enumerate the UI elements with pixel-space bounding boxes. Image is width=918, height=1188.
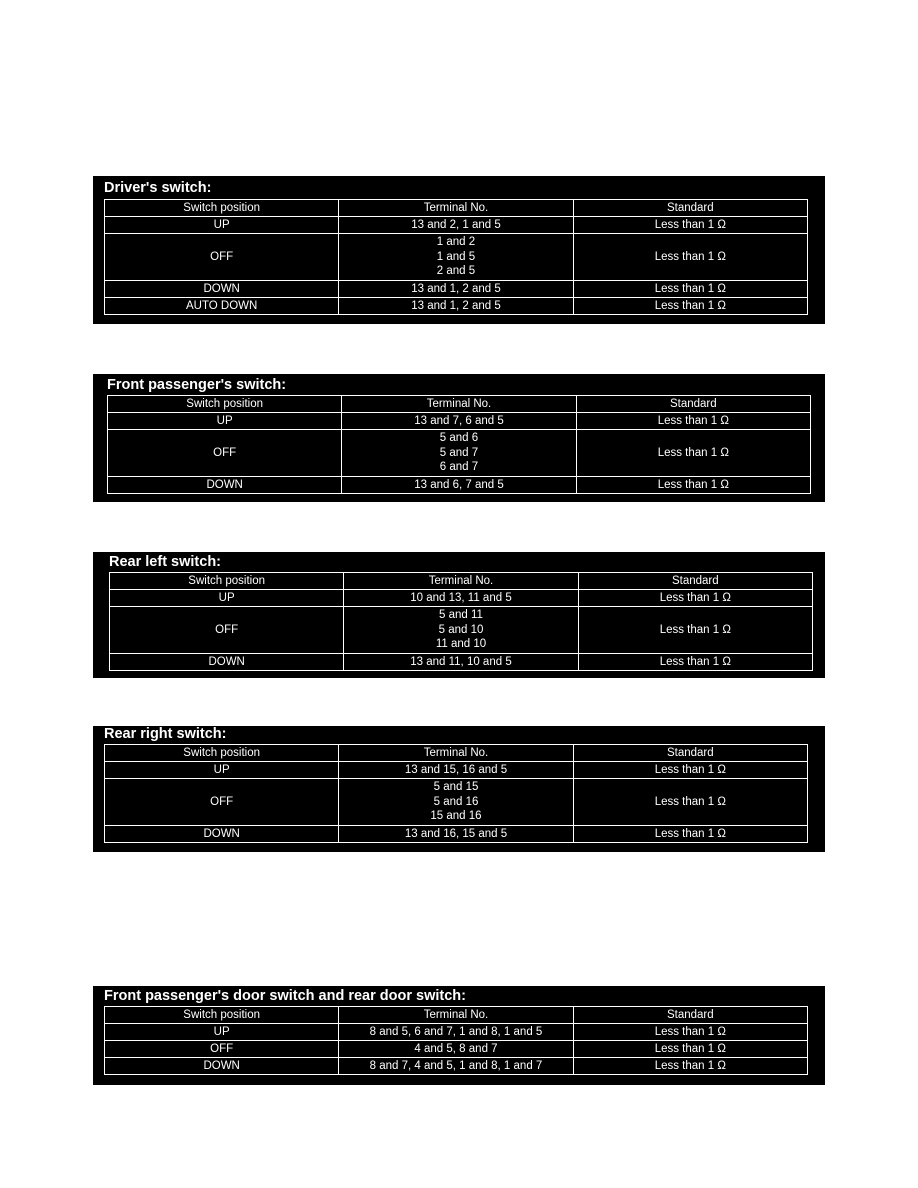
terminal-cell (339, 234, 573, 281)
header-terminal-no: Terminal No. (342, 396, 576, 413)
front-passenger-switch-table (107, 395, 811, 494)
header-switch-position: Switch position (110, 573, 344, 590)
standard-cell: Less than 1 Ω (573, 762, 807, 779)
header-terminal-no: Terminal No. (344, 573, 578, 590)
table-row (108, 430, 811, 477)
header-standard: Standard (578, 573, 812, 590)
terminal-line: 5 and 16 (433, 795, 479, 808)
switch-position-cell: AUTO DOWN (105, 298, 339, 315)
table-row (105, 1041, 808, 1058)
standard-cell: Less than 1 Ω (576, 430, 810, 477)
drivers-switch-panel (93, 176, 825, 324)
standard-cell: Less than 1 Ω (573, 234, 807, 281)
header-row (105, 200, 808, 217)
terminal-line: 1 and 2 (436, 236, 476, 249)
header-terminal-no: Terminal No. (339, 1007, 573, 1024)
table-row (105, 298, 808, 315)
terminal-cell: 13 and 11, 10 and 5 (344, 654, 578, 671)
switch-position-cell: DOWN (110, 654, 344, 671)
table-title: Front passenger's door switch and rear door switch: (104, 988, 466, 1004)
table-row (105, 1024, 808, 1041)
rear-left-switch-table (109, 572, 813, 671)
terminal-line: 5 and 15 (433, 781, 479, 794)
table-title: Rear right switch: (104, 726, 227, 742)
table-row (105, 234, 808, 281)
switch-position-cell: UP (105, 217, 339, 234)
terminal-cell: 13 and 1, 2 and 5 (339, 298, 573, 315)
terminal-line: 6 and 7 (439, 461, 479, 474)
header-switch-position: Switch position (105, 1007, 339, 1024)
terminal-line: 2 and 5 (436, 265, 476, 278)
switch-position-cell: DOWN (105, 281, 339, 298)
table-row (110, 607, 813, 654)
rear-right-switch-table (104, 744, 808, 843)
switch-position-cell: UP (108, 413, 342, 430)
terminal-cell: 13 and 1, 2 and 5 (339, 281, 573, 298)
rear-right-switch-panel (93, 726, 825, 852)
table-row (105, 217, 808, 234)
drivers-switch-table (104, 199, 808, 315)
switch-position-cell: UP (110, 590, 344, 607)
table-row (110, 654, 813, 671)
header-terminal-no: Terminal No. (339, 200, 573, 217)
table-title: Front passenger's switch: (107, 377, 287, 393)
header-standard: Standard (576, 396, 810, 413)
rear-left-switch-panel (93, 552, 825, 678)
terminal-line: 5 and 7 (439, 446, 479, 459)
front-passenger-switch-panel (93, 374, 825, 502)
terminal-line: 5 and 11 (439, 609, 483, 622)
header-row (108, 396, 811, 413)
switch-position-cell: DOWN (105, 826, 339, 843)
table-row (110, 590, 813, 607)
standard-cell: Less than 1 Ω (573, 281, 807, 298)
header-row (105, 745, 808, 762)
standard-cell: Less than 1 Ω (573, 1024, 807, 1041)
terminal-cell: 10 and 13, 11 and 5 (344, 590, 578, 607)
switch-position-cell: UP (105, 762, 339, 779)
header-standard: Standard (573, 1007, 807, 1024)
terminal-cell: 8 and 5, 6 and 7, 1 and 8, 1 and 5 (339, 1024, 573, 1041)
header-terminal-no: Terminal No. (339, 745, 573, 762)
table-row (108, 413, 811, 430)
switch-position-cell: OFF (110, 607, 344, 654)
header-standard: Standard (573, 200, 807, 217)
header-switch-position: Switch position (108, 396, 342, 413)
table-row (105, 762, 808, 779)
terminal-cell: 8 and 7, 4 and 5, 1 and 8, 1 and 7 (339, 1058, 573, 1075)
table-row (105, 826, 808, 843)
header-row (105, 1007, 808, 1024)
standard-cell: Less than 1 Ω (578, 654, 812, 671)
switch-position-cell: UP (105, 1024, 339, 1041)
standard-cell: Less than 1 Ω (573, 1041, 807, 1058)
standard-cell: Less than 1 Ω (576, 477, 810, 494)
header-switch-position: Switch position (105, 745, 339, 762)
header-standard: Standard (573, 745, 807, 762)
table-row (105, 1058, 808, 1075)
table-row (105, 281, 808, 298)
table-row (108, 477, 811, 494)
terminal-cell (344, 607, 578, 654)
switch-position-cell: DOWN (105, 1058, 339, 1075)
switch-position-cell: OFF (105, 234, 339, 281)
terminal-line: 5 and 10 (438, 623, 484, 636)
door-switch-panel (93, 986, 825, 1085)
door-switch-table (104, 1006, 808, 1075)
standard-cell: Less than 1 Ω (576, 413, 810, 430)
terminal-line: 5 and 6 (439, 432, 479, 445)
table-title: Driver's switch: (104, 180, 212, 196)
terminal-cell: 13 and 15, 16 and 5 (339, 762, 573, 779)
table-row (105, 779, 808, 826)
standard-cell: Less than 1 Ω (578, 607, 812, 654)
terminal-cell (342, 430, 576, 477)
terminal-line: 15 and 16 (430, 810, 482, 823)
terminal-cell: 13 and 6, 7 and 5 (342, 477, 576, 494)
switch-position-cell: OFF (108, 430, 342, 477)
terminal-line: 11 and 10 (435, 638, 487, 651)
terminal-cell (339, 779, 573, 826)
table-title: Rear left switch: (109, 554, 221, 570)
terminal-cell: 4 and 5, 8 and 7 (339, 1041, 573, 1058)
header-switch-position: Switch position (105, 200, 339, 217)
standard-cell: Less than 1 Ω (573, 779, 807, 826)
switch-position-cell: DOWN (108, 477, 342, 494)
switch-position-cell: OFF (105, 1041, 339, 1058)
standard-cell: Less than 1 Ω (573, 826, 807, 843)
standard-cell: Less than 1 Ω (573, 217, 807, 234)
switch-position-cell: OFF (105, 779, 339, 826)
terminal-cell: 13 and 16, 15 and 5 (339, 826, 573, 843)
terminal-cell: 13 and 2, 1 and 5 (339, 217, 573, 234)
standard-cell: Less than 1 Ω (578, 590, 812, 607)
terminal-line: 1 and 5 (436, 250, 476, 263)
standard-cell: Less than 1 Ω (573, 1058, 807, 1075)
terminal-cell: 13 and 7, 6 and 5 (342, 413, 576, 430)
standard-cell: Less than 1 Ω (573, 298, 807, 315)
header-row (110, 573, 813, 590)
